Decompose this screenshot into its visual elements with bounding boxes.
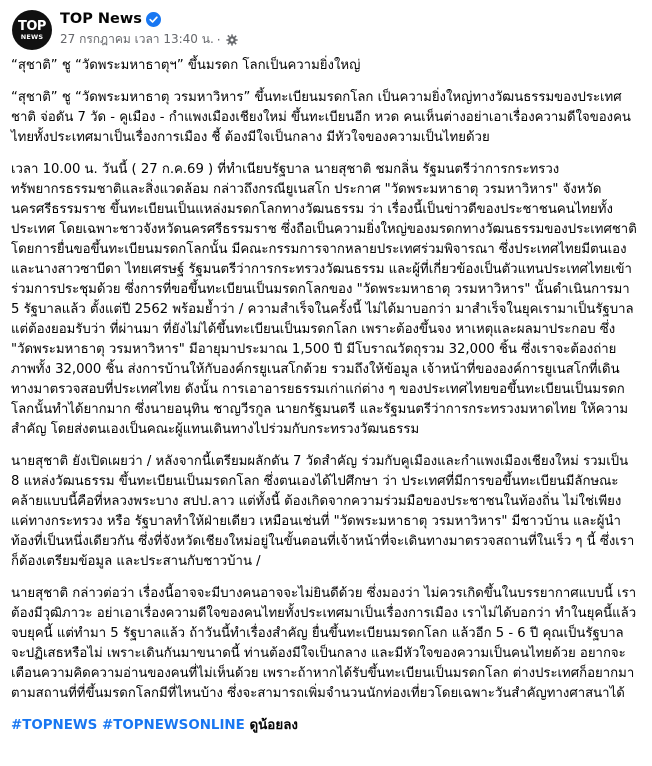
timestamp-row [60, 30, 238, 49]
hashtag-row [11, 716, 638, 736]
post-timestamp[interactable]: 27 กรกฎาคม เวลา 13:40 น. [60, 32, 214, 46]
post-paragraph: “สุชาติ” ชู “วัดพระมหาธาตุ วรมหาวิหาร” ขึ้นทะเบียนมรดกโลก เป็นความยิ่งใหญ่ทางวัฒนธรรมของประเทศชาติ จ่อดัน 7 วัด - คูเมือง - กำแพงเมืองเชียงใหม่ ขึ้นทะเบียนอีก หวด คนเห็นต่างอย่าเอาเรื่องความดีใจของคนไทยทั้งประเทศมาเป็นเรื่องการเมือง ชี้ ต้องมีใจเป็นกลาง มีหัวใจของความเป็นไทยด้วย [11, 90, 631, 145]
post-paragraph: เวลา 10.00 น. วันนี้ ( 27 ก.ค.69 ) ที่ทำเนียบรัฐบาล นายสุชาติ ชมกลิ่น รัฐมนตรีว่าการกระทรวงทรัพยากรธรรมชาติและสิ่งแวดล้อม กล่าวถึงกรณียูเนสโก ประกาศ "วัดพระมหาธาตุ วรมหาวิหาร" จังหวัดนครศรีธรรมราช ขึ้นทะเบียนเป็นแหล่งมรดกโลกทางวัฒนธรรม ว่า เรื่องนี้เป็นข่าวดีของประชาชนคนไทยทั้งประเทศ โดยเฉพาะชาวจังหวัดนครศรีธรรมราช ซึ่งถือเป็นความยิ่งใหญ่ของมรดกทางวัฒนธรรมของประเทศชาติ โดยการยื่นขอขึ้นทะเบียนมรดกโลกนั้น มีคณะกรรมการจากหลายประเทศร่วมพิจารณา ซึ่งประเทศไทยมีตนเอง และนางสาวซาบีดา ไทยเศรษฐ์ รัฐมนตรีว่าการกระทรวงวัฒนธรรม และผู้ที่เกี่ยวข้องเป็นตัวแทนประเทศไทยเข้าร่วมการประชุมด้วย ซึ่งการที่ขอขึ้นทะเบียนเป็นมรดกโลกของ "วัดพระมหาธาตุ วรมหาวิหาร" นั้นดำเนินการมา 5 รัฐบาลแล้ว ตั้งแต่ปี 2562 พร้อมย้ำว่า / ความสำเร็จในครั้งนี้ ไม่ได้มาบอกว่า มาสำเร็จในยุคเรามาเป็นรัฐบาล แต่ต้องยอมรับว่า ที่ผ่านมา ที่ยังไม่ได้ขึ้นทะเบียนเป็นมรดกโลก เพราะต้องขึ้นจง หาเหตุและผลมาประกอบ ซึ่ง "วัดพระมหาธาตุ วรมหาวิหาร" มีอายุมาประมาณ 1,500 ปี มีโบราณวัตถุรวม 32,000 ชิ้น ซึ่งเราจะต้องถ่ายภาพทั้ง 32,000 ชิ้น ส่งการบ้านให้กับองค์กรยูเนสโกด้วย รวมถึงให้ข้อมูล เจ้าหน้าที่ขององค์การยูเนสโกที่เดินทางมาตรวจสอบที่ประเทศไทย ดังนั้น การเอาอารยธรรมเก่าแก่ต่าง ๆ ของประเทศไทยขอขึ้นทะเบียนเป็นมรดกโลกนั้นทำได้ยากมาก ซึ่งนายอนุทิน ชาญวีรกูล นายกรัฐมนตรี และรัฐมนตรีว่าการกระทรวงมหาดไทย ให้ความสำคัญ โดยส่งตนเองเป็นคณะผู้แทนเดินทางไปร่วมกับกระทรวงวัฒนธรรม [11, 162, 637, 437]
post-header [11, 0, 638, 56]
see-less-button[interactable]: ดูน้อยลง [249, 718, 298, 733]
gear-icon[interactable] [226, 34, 238, 46]
avatar-text-top: TOP [18, 18, 46, 34]
post-body [11, 56, 638, 704]
hashtag-link[interactable]: #TOPNEWSONLINE [102, 718, 245, 733]
page-name-row [60, 11, 238, 27]
page-name-link[interactable]: TOP News [60, 11, 142, 27]
timestamp-separator: · [216, 32, 221, 47]
hashtag-link[interactable]: #TOPNEWS [11, 718, 98, 733]
post-headline: “สุชาติ” ชู “วัดพระมหาธาตุฯ” ขึ้นมรดก โลกเป็นความยิ่งใหญ่ [11, 58, 361, 73]
post-paragraph: นายสุชาติ กล่าวต่อว่า เรื่องนี้อาจจะมีบางคนอาจจะไม่ยินดีด้วย ซึ่งมองว่า ไม่ควรเกิดขึ้นในบรรยากาศแบบนี้ เราต้องมีวุฒิภาวะ อย่าเอาเรื่องความดีใจของคนไทยทั้งประเทศมาเป็นเรื่องการเมือง เราไม่ได้บอกว่า ทำในยุคนี้แล้วจบยุคนี้ แต่ทำมา 5 รัฐบาลแล้ว ถ้าวันนี้ทำเรื่องสำคัญ ยื่นขึ้นทะเบียนมรดกโลก แล้วอีก 5 - 6 ปี คุณเป็นรัฐบาล จะปฏิเสธหรือไม่ เพราะเดินกันมาขนาดนี้ ท่านต้องมีใจเป็นกลาง และมีหัวใจของความเป็นคนไทยด้วย อยากจะเตือนความคิดความอ่านของคนที่ไม่เห็นด้วย เพราะถ้าหากได้รับขึ้นทะเบียนเป็นมรดกโลก ต่างประเทศก็อยากมาตามสถานที่ที่ขึ้นมรดกโลกมีที่ไหนบ้าง ซึ่งจะสามารถเพิ่มจำนวนนักท่องเที่ยวโดยเฉพาะวันสำคัญทางศาสนาได้ [11, 586, 637, 701]
post-paragraph: นายสุชาติ ยังเปิดเผยว่า / หลังจากนี้เตรียมผลักดัน 7 วัดสำคัญ ร่วมกับคูเมืองและกำแพงเมืองเชียงใหม่ รวมเป็น 8 แหล่งวัฒนธรรม ขึ้นทะเบียนเป็นมรดกโลก ซึ่งตนเองได้ไปศึกษา ว่า ประเทศที่มีการขอขึ้นทะเบียนมีลักษณะคล้ายแบบนี้คือที่หลวงพระบาง สปป.ลาว แต่ทั้งนี้ ต้องเกิดจากความร่วมมือของประชาชนในท้องถิ่น ไม่ใช่เพียงแค่ทางกระทรวง หรือ รัฐบาลทำให้ฝ่ายเดียว เหมือนเช่นที่ "วัดพระมหาธาตุ วรมหาวิหาร" มีชาวบ้าน และผู้นำท้องที่เป็นหนึ่งเดียวกัน ซึ่งที่จังหวัดเชียงใหม่อยู่ในขั้นตอนที่เจ้าหน้าที่จะเดินทางมาตรวจสถานที่ในเร็ว ๆ นี้ ซึ่งเราก็ต้องเตรียมข้อมูล และประสานกับชาวบ้าน / [11, 454, 635, 569]
verified-badge-icon [146, 12, 161, 27]
avatar-text-news: NEWS [20, 32, 44, 41]
page-avatar[interactable] [12, 10, 52, 50]
post-meta [60, 11, 238, 49]
